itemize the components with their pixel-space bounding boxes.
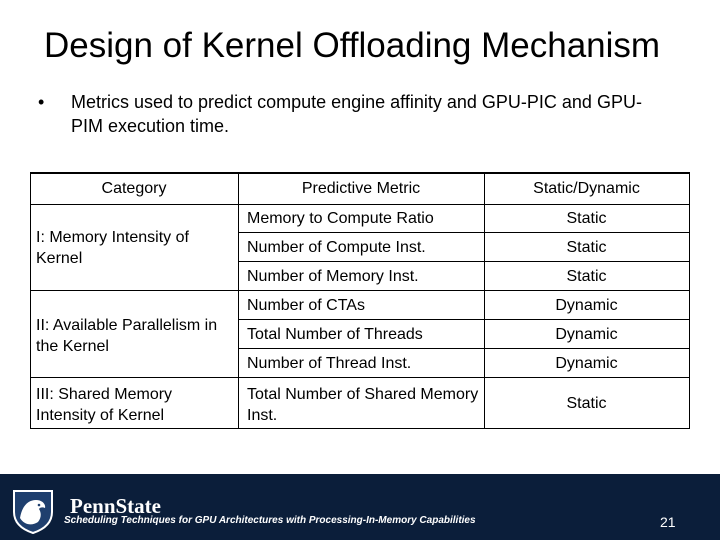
metric-cell: Number of CTAs bbox=[247, 297, 365, 314]
type-cell: Static bbox=[566, 210, 607, 227]
type-cell: Static bbox=[566, 239, 607, 256]
bullet-marker: • bbox=[38, 92, 45, 112]
metric-cell: Total Number of Shared Memory Inst. bbox=[247, 386, 479, 424]
metric-cell: Number of Memory Inst. bbox=[247, 268, 419, 285]
category-label: II: Available Parallelism in the Kernel bbox=[36, 317, 218, 355]
category-label: III: Shared Memory Intensity of Kernel bbox=[36, 386, 173, 424]
footer-subtitle: Scheduling Techniques for GPU Architectures with Processing-In-Memory Capabilities bbox=[64, 515, 476, 526]
metric-cell: Total Number of Threads bbox=[247, 326, 423, 343]
column-divider bbox=[238, 172, 239, 429]
page-number: 21 bbox=[660, 514, 676, 530]
header-metric: Predictive Metric bbox=[301, 180, 421, 197]
header-category: Category bbox=[101, 180, 167, 197]
metric-cell: Memory to Compute Ratio bbox=[247, 210, 434, 227]
type-cell: Dynamic bbox=[555, 297, 618, 314]
header-type: Static/Dynamic bbox=[533, 180, 640, 197]
type-cell: Static bbox=[566, 268, 607, 285]
metric-cell: Number of Compute Inst. bbox=[247, 239, 426, 256]
table-bottom-border bbox=[30, 428, 690, 429]
type-cell: Dynamic bbox=[555, 355, 618, 372]
type-cell: Static bbox=[566, 395, 607, 412]
table-right-border bbox=[689, 172, 690, 429]
footer-bar bbox=[0, 474, 720, 540]
category-label: I: Memory Intensity of Kernel bbox=[36, 229, 189, 267]
type-cell: Dynamic bbox=[555, 326, 618, 343]
penn-state-shield-icon bbox=[12, 488, 54, 534]
metric-cell: Number of Thread Inst. bbox=[247, 355, 412, 372]
table-left-border bbox=[30, 172, 31, 429]
bullet-text: Metrics used to predict compute engine affinity and GPU-PIC and GPU-PIM execution time. bbox=[71, 92, 642, 136]
slide-title: Design of Kernel Offloading Mechanism bbox=[44, 26, 661, 65]
brand-logo: PennState bbox=[70, 494, 161, 518]
